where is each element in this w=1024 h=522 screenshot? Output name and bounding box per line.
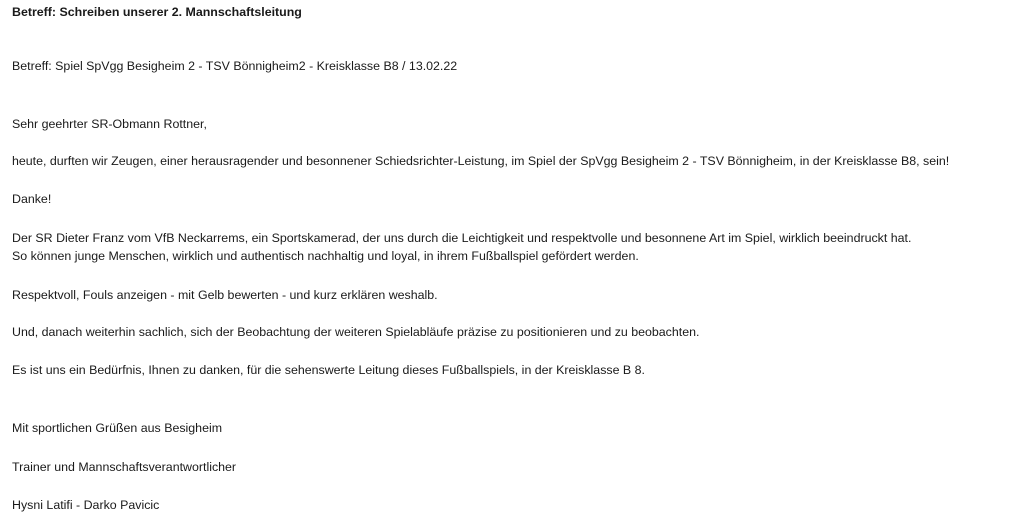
thanks-line: Danke!	[12, 192, 52, 206]
paragraph-fouls: Respektvoll, Fouls anzeigen - mit Gelb bewerten - und kurz erklären weshalb.	[12, 288, 438, 302]
paragraph-referee-line-2: So können junge Menschen, wirklich und authentisch nachhaltig und loyal, in ihrem Fußballspiel gefördert werden.	[12, 249, 639, 263]
paragraph-intro: heute, durften wir Zeugen, einer herausragender und besonnener Schiedsrichter-Leistung, im Spiel der SpVgg Besigheim 2 - TSV Bönnigheim, in der Kreisklasse B8, sein!	[12, 154, 950, 168]
signature-role: Trainer und Mannschaftsverantwortlicher	[12, 460, 237, 474]
letter-subject: Betreff: Spiel SpVgg Besigheim 2 - TSV Bönnigheim2 - Kreisklasse B8 / 13.02.22	[12, 59, 458, 73]
paragraph-gratitude: Es ist uns ein Bedürfnis, Ihnen zu danken, für die sehenswerte Leitung dieses Fußballspiels, in der Kreisklasse B 8.	[12, 363, 645, 377]
letter-document	[12, 0, 1018, 522]
paragraph-positioning: Und, danach weiterhin sachlich, sich der Beobachtung der weiteren Spielabläufe präzise zu positionieren und zu beobachten.	[12, 325, 700, 339]
paragraph-referee-line-1: Der SR Dieter Franz vom VfB Neckarrems, ein Sportskamerad, der uns durch die Leichtigkeit und respektvolle und besonnene Art im Spiel, wirklich beeindruckt hat.	[12, 231, 912, 245]
signature-names: Hysni Latifi - Darko Pavicic	[12, 498, 160, 512]
closing-line: Mit sportlichen Grüßen aus Besigheim	[12, 421, 223, 435]
letter-heading: Betreff: Schreiben unserer 2. Mannschaftsleitung	[12, 5, 302, 19]
salutation: Sehr geehrter SR-Obmann Rottner,	[12, 117, 207, 131]
